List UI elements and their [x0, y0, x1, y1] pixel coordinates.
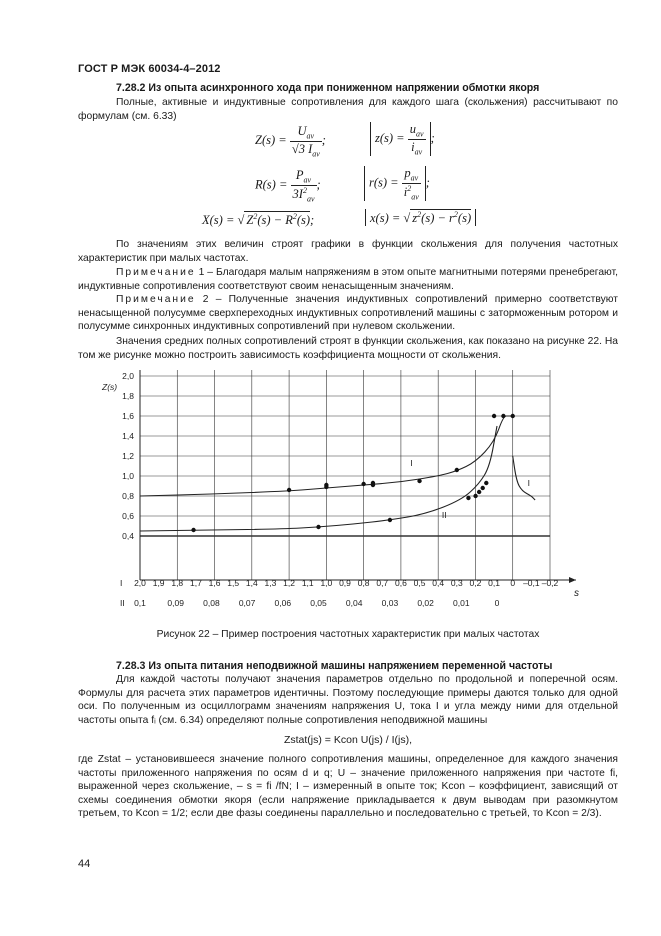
x-tick-label-I: 0,8	[357, 578, 370, 588]
y-tick-label: 1,0	[122, 471, 134, 481]
formula-r: R(s) = $\frac{P_{av}}{3I^2_{av}}$ ;	[255, 168, 321, 204]
row-label-II: II	[120, 598, 125, 608]
chart-labels	[101, 371, 579, 608]
x-tick-label-I: 0	[510, 578, 516, 588]
x-axis-arrow	[569, 577, 576, 583]
formula-r-small: r(s) = $\frac{p_{av}}{i^2_{av}}$ ;	[364, 166, 430, 201]
x-tick-label-I: 1,9	[152, 578, 165, 588]
x-tick-label-II: 0	[494, 598, 500, 608]
x-tick-label-I: 0,7	[376, 578, 389, 588]
x-tick-label-I: –0,1	[523, 578, 540, 588]
x-tick-label-I: 0,1	[488, 578, 501, 588]
data-point-I	[287, 488, 291, 492]
x-tick-label-I: 0,9	[339, 578, 351, 588]
row-label-I: I	[120, 578, 123, 588]
x-tick-label-I: –0,2	[541, 578, 559, 588]
chart-grid	[140, 370, 550, 580]
section-7-28-2-intro: Полные, активные и индуктивные сопротивления для каждого шага (скольжения) рассчитывают по формулам (см. 6.33)	[78, 97, 618, 122]
series-label: I	[527, 478, 531, 488]
y-tick-label: 0,4	[122, 531, 134, 541]
section-7-28-3-title: 7.28.3 Из опыта питания неподвижной машины напряжением переменной частоты	[116, 660, 553, 672]
section-7-28-3-para: Для каждой частоты получают значения параметров отдельно по продольной и поперечной осям. Формулы для расчета этих параметров идентичны. Поэтому последующие примеры даются только для одной оси. По полученным из осциллограмм значениям напряжения U, тока I и угла между ними для отдельной частоты опыта fᵢ (см. 6.34) определяют полные сопротивления неподвижной машины	[78, 674, 618, 726]
data-point-II	[191, 528, 195, 532]
x-tick-label-II: 0,09	[167, 598, 184, 608]
figure-22-chart	[78, 362, 578, 617]
x-tick-label-II: 0,04	[345, 598, 363, 608]
data-point-I	[492, 414, 496, 418]
x-tick-label-I: 1,5	[227, 578, 240, 588]
note-2-text: 2 – Полученные значения индуктивных сопротивлений примерно соответствуют ненасыщенной полусумме сверхпереходных индуктивных сопротивлений машины с заторможенным ротором и полусумме синхронных индуктивных сопротивлений при нулевом скольжении.	[78, 294, 618, 333]
data-point-II	[316, 525, 320, 529]
note-1-label: Примечание	[116, 267, 196, 278]
series-label: II	[441, 510, 447, 520]
data-point-II	[481, 486, 485, 490]
x-tick-label-II: 0,03	[381, 598, 399, 608]
formula-x: X(s) = √ $Z^2(s) - R^2(s)$;	[202, 212, 315, 228]
data-point-II	[477, 490, 481, 494]
x-tick-label-II: 0,01	[453, 598, 470, 608]
figure-22-caption: Рисунок 22 – Пример построения частотных характеристик при малых частотах	[156, 629, 540, 640]
x-tick-label-II: 0,07	[238, 598, 256, 608]
x-tick-label-II: 0,02	[417, 598, 434, 608]
paragraph-mean-impedance: Значения средних полных сопротивлений строят в функции скольжения, как показано на рисунке 22. На том же рисунке можно построить зависимость коэффициента мощности от скольжения.	[78, 336, 618, 361]
x-tick-label-I: 0,3	[450, 578, 463, 588]
y-tick-label: 2,0	[122, 371, 134, 381]
x-tick-label-I: 0,2	[469, 578, 482, 588]
data-point-I	[361, 482, 365, 486]
y-tick-label: 1,8	[122, 391, 134, 401]
section-7-28-2-title: 7.28.2 Из опыта асинхронного хода при пониженном напряжении обмотки якоря	[116, 82, 540, 94]
data-point-I	[501, 414, 505, 418]
chart-series	[140, 414, 535, 532]
data-point-I	[371, 481, 375, 485]
series-label: I	[410, 458, 413, 468]
y-tick-label: 0,6	[122, 511, 134, 521]
x-tick-label-I: 0,6	[394, 578, 407, 588]
y-tick-label: 1,6	[122, 411, 134, 421]
x-tick-label-II: 0,1	[134, 598, 146, 608]
x-tick-label-I: 0,5	[413, 578, 426, 588]
x-axis-label: s	[574, 588, 579, 599]
x-tick-label-II: 0,08	[203, 598, 220, 608]
y-axis-label: Z(s)	[102, 382, 118, 392]
x-tick-label-I: 1,8	[171, 578, 184, 588]
data-point-II	[484, 481, 488, 485]
x-tick-label-I: 1,6	[208, 578, 221, 588]
note-1	[78, 266, 618, 293]
formula-z: Z(s) = $\frac{U_{av}}{√3 I_{av}}$ ;	[255, 124, 326, 158]
data-point-I	[455, 468, 459, 472]
formula-x-small: x(s) = √ $z^2(s) - r^2(s)$	[365, 209, 476, 226]
x-tick-label-I: 1,3	[264, 578, 277, 588]
x-tick-label-I: 1,2	[283, 578, 296, 588]
chart-axes	[140, 370, 576, 583]
note-1-text: 1 – Благодаря малым напряжениям в этом опыте магнитными потерями пренебрегают, индуктивные сопротивления соответствуют своим ненасыщенным значениям.	[78, 267, 618, 292]
note-2-label: Примечание	[116, 294, 196, 305]
x-tick-label-I: 1,1	[301, 578, 314, 588]
note-2	[78, 293, 618, 334]
y-tick-label: 1,2	[122, 451, 134, 461]
paragraph-graphs: По значениям этих величин строят графики в функции скольжения для получения частотных характеристик при малых частотах.	[78, 239, 618, 264]
standard-header: ГОСТ Р МЭК 60034-4–2012	[78, 63, 221, 75]
data-point-II	[388, 518, 392, 522]
y-tick-label: 1,4	[122, 431, 134, 441]
data-point-II	[466, 496, 470, 500]
x-tick-label-I: 1,4	[245, 578, 258, 588]
y-tick-label: 0,8	[122, 491, 134, 501]
x-tick-label-II: 0,06	[274, 598, 292, 608]
data-point-I	[324, 483, 328, 487]
formula-z-small: z(s) = $\frac{u_{av}}{i_{av}}$ ;	[370, 122, 435, 156]
data-point-II	[473, 494, 477, 498]
x-tick-label-I: 2,0	[134, 578, 146, 588]
series-curve-I	[513, 456, 535, 500]
x-tick-label-I: 1,0	[320, 578, 333, 588]
page-number: 44	[78, 858, 91, 870]
x-tick-label-I: 1,7	[189, 578, 202, 588]
x-tick-label-II: 0,05	[310, 598, 327, 608]
where-clause: где Zstat – установившееся значение полного сопротивления машины, определенное для каждого значения частоты приложенного напряжения по осям d и q; U – значение приложенного напряжения при частоте fi, выраженной через скольжение, – s = fi /fN; I – измеренный в опыте ток; Kcon – коэффициент, зависящий от схемы соединения обмотки якоря (если напряжение прикладывается к двум выводам при разомкнутом третьем, то Kcon = 1/2; если две фазы соединены параллельно и последовательно с третьей, то Kcon = 2/3).	[78, 754, 618, 820]
data-point-I	[511, 414, 515, 418]
x-tick-label-I: 0,4	[432, 578, 445, 588]
equation-zstat: Zstat(js) = Kcon U(js) / I(js),	[283, 734, 413, 746]
data-point-I	[417, 479, 421, 483]
